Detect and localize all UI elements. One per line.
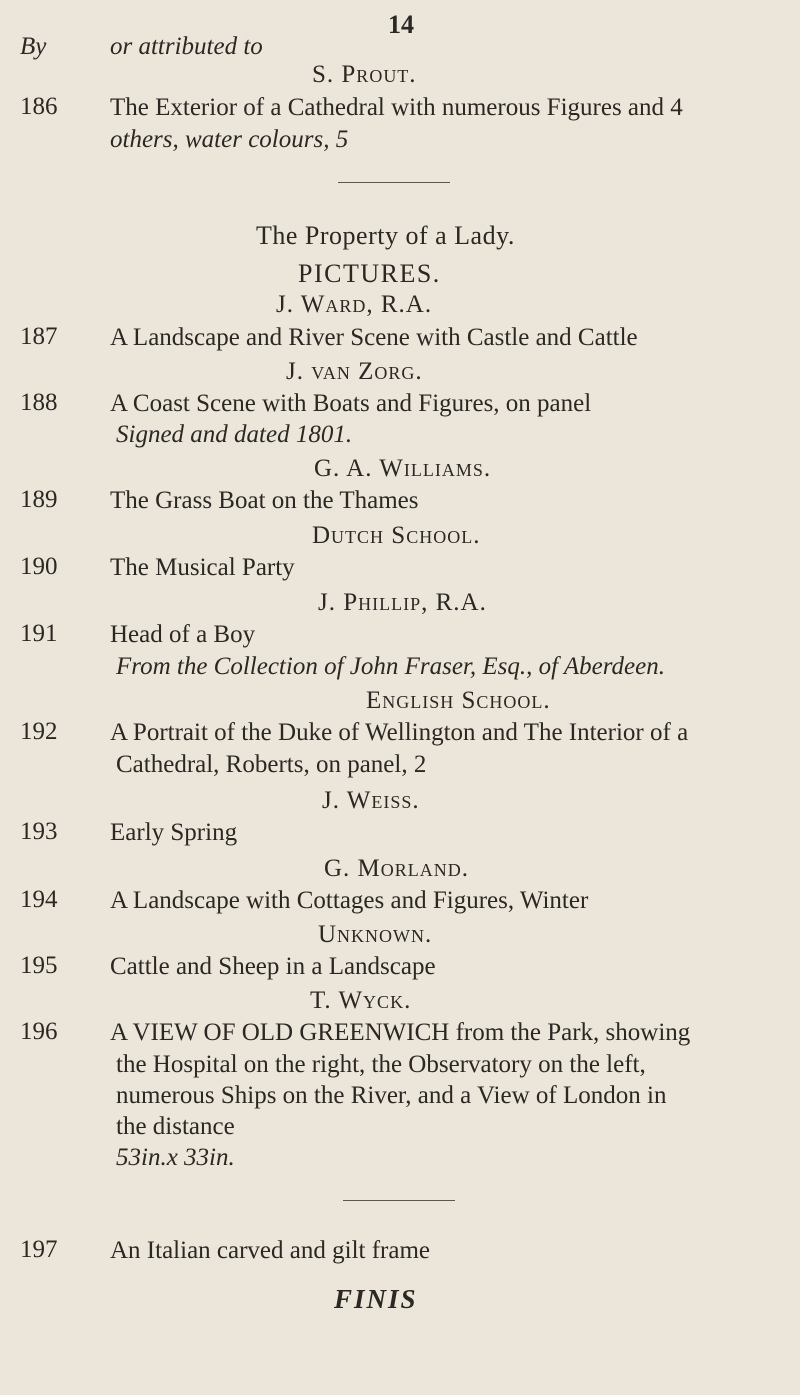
lot-description: the distance: [116, 1113, 235, 1140]
lot-description: A Coast Scene with Boats and Figures, on panel: [110, 390, 592, 417]
lot-number: 191: [20, 620, 58, 647]
lot-number: 192: [20, 718, 58, 745]
lot-number: 196: [20, 1018, 58, 1045]
lot-number: 187: [20, 323, 58, 350]
artist-name: G. A. Williams.: [314, 455, 492, 482]
lot-description: A Landscape and River Scene with Castle and Cattle: [110, 324, 638, 351]
artist-name: J. Phillip, R.A.: [318, 589, 487, 616]
artist-name: J. van Zorg.: [286, 358, 423, 385]
section-heading: The Property of a Lady.: [256, 221, 515, 250]
lot-description: Cattle and Sheep in a Landscape: [110, 953, 436, 980]
lot-number: 189: [20, 486, 58, 513]
lot-number: 193: [20, 818, 58, 845]
artist-name: Unknown.: [318, 921, 433, 948]
intro-prefix: By: [20, 33, 47, 60]
lot-number: 194: [20, 886, 58, 913]
lot-description: numerous Ships on the River, and a View of London in: [116, 1082, 667, 1109]
lot-note: Signed and dated 1801.: [116, 421, 353, 448]
divider: [338, 182, 450, 183]
lot-description: The Musical Party: [110, 554, 295, 581]
artist-name: English School.: [366, 687, 551, 714]
lot-description: A Landscape with Cottages and Figures, Winter: [110, 887, 589, 914]
lot-description: others, water colours, 5: [110, 126, 349, 153]
artist-name: G. Morland.: [324, 855, 470, 882]
lot-number: 188: [20, 389, 58, 416]
artist-name: Dutch School.: [312, 522, 481, 549]
lot-description: The Grass Boat on the Thames: [110, 487, 419, 514]
lot-description: A VIEW OF OLD GREENWICH from the Park, showing: [110, 1019, 691, 1046]
lot-description: Cathedral, Roberts, on panel, 2: [116, 751, 427, 778]
lot-provenance: From the Collection of John Fraser, Esq., of Aberdeen.: [116, 653, 665, 680]
lot-number: 195: [20, 952, 58, 979]
lot-description: the Hospital on the right, the Observatory on the left,: [116, 1051, 646, 1078]
page-number: 14: [388, 10, 414, 39]
finis-mark: FINIS: [334, 1284, 418, 1314]
lot-number: 186: [20, 93, 58, 120]
artist-name: J. Weiss.: [322, 787, 420, 814]
section-subheading: PICTURES.: [298, 259, 441, 288]
lot-description: An Italian carved and gilt frame: [110, 1237, 430, 1264]
lot-number: 197: [20, 1236, 58, 1263]
lot-description: Early Spring: [110, 819, 238, 846]
lot-description: A Portrait of the Duke of Wellington and The Interior of a: [110, 719, 689, 746]
artist-name: J. Ward, R.A.: [276, 291, 433, 318]
intro-phrase: or attributed to: [110, 33, 263, 60]
lot-description: The Exterior of a Cathedral with numerous Figures and 4: [110, 94, 683, 121]
lot-number: 190: [20, 553, 58, 580]
artist-name: T. Wyck.: [310, 987, 412, 1014]
artist-name: S. Prout.: [312, 61, 417, 88]
lot-description: Head of a Boy: [110, 621, 256, 648]
divider: [343, 1200, 455, 1201]
lot-dimensions: 53in.x 33in.: [116, 1144, 235, 1171]
